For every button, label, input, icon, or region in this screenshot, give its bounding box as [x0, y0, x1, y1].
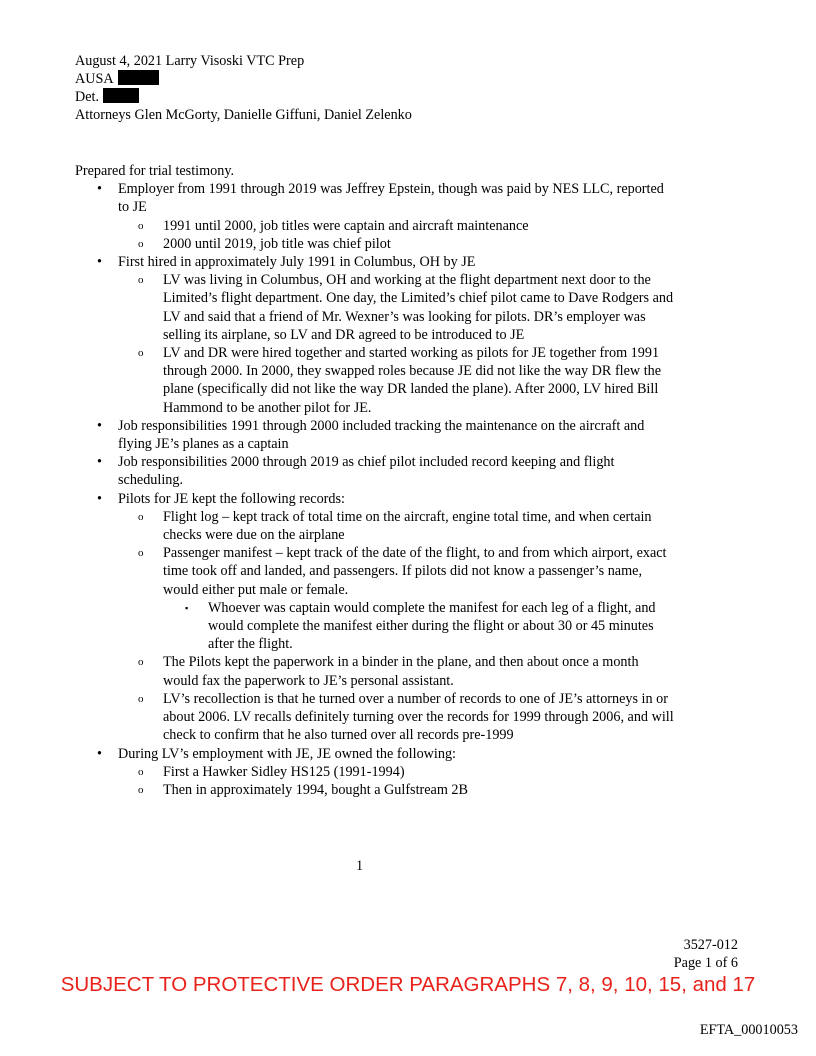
page-number: 1 [356, 858, 364, 874]
sub-bullet-marker: o [138, 237, 144, 250]
list-item [75, 253, 675, 417]
sub-bullet-marker: o [138, 783, 144, 796]
bullet-marker: • [97, 490, 102, 507]
sub-bullet-marker: o [138, 347, 144, 360]
sub-sub-list-item [163, 599, 675, 654]
bullet-marker: • [97, 417, 102, 434]
sub-bullet-marker: o [138, 692, 144, 705]
sub-list [118, 217, 675, 253]
sub-list [118, 763, 675, 799]
sub-bullet-marker: o [138, 219, 144, 232]
sub-bullet-marker: o [138, 656, 144, 669]
header-det-line [75, 88, 412, 106]
bullet-marker: • [97, 254, 102, 271]
list-item-text: Job responsibilities 2000 through 2019 as chief pilot included record keeping and flight scheduling. [118, 454, 615, 489]
header-ausa-line [75, 70, 412, 88]
sub-bullet-marker: o [138, 274, 144, 287]
sub-list [118, 271, 675, 417]
sub-list-item-text: LV and DR were hired together and started working as pilots for JE together from 1991 through 2000. In 2000, they swapped roles because JE did not like the way DR flew the plane (specifically did not like the way DR landed the plane). After 2000, LV hired Bill Hammond to be another pilot for JE. [163, 345, 662, 416]
sub-list-item [118, 544, 675, 653]
document-reference [674, 936, 738, 972]
list-item [75, 745, 675, 800]
list-item-text: Pilots for JE kept the following records: [118, 490, 345, 507]
list-item-text: During LV’s employment with JE, JE owned the following: [118, 745, 456, 762]
intro-text: Prepared for trial testimony. [75, 163, 235, 179]
sub-list-item-text: The Pilots kept the paperwork in a binder in the plane, and then about once a month would fax the paperwork to JE’s personal assistant. [163, 654, 639, 689]
bullet-marker: • [97, 745, 102, 762]
redaction-block [118, 70, 159, 85]
sub-sub-list-item-text: Whoever was captain would complete the manifest for each leg of a flight, and would complete the manifest either during the flight or about 30 or 45 minutes after the flight. [208, 599, 656, 653]
sub-list-item-text: Then in approximately 1994, bought a Gulfstream 2B [163, 781, 468, 798]
sub-sub-list [163, 599, 675, 654]
bullet-marker: • [97, 454, 102, 471]
efta-id: EFTA_00010053 [699, 1022, 798, 1038]
sub-list-item [118, 781, 675, 799]
sub-bullet-marker: o [138, 547, 144, 560]
sub-list-item [118, 653, 675, 689]
sub-list-item [118, 508, 675, 544]
square-bullet-marker: ▪ [185, 602, 189, 613]
sub-list-item [118, 271, 675, 344]
doc-ref-number: 3527-012 [683, 937, 738, 953]
det-label: Det. [75, 89, 100, 105]
sub-list-item [118, 217, 675, 235]
sub-list-item [118, 763, 675, 781]
bullet-list [75, 180, 675, 799]
sub-list-item-text: First a Hawker Sidley HS125 (1991-1994) [163, 763, 405, 780]
list-item [75, 453, 675, 489]
list-item-text: First hired in approximately July 1991 in Columbus, OH by JE [118, 254, 476, 271]
document-body [75, 162, 675, 799]
sub-list-item-text: LV’s recollection is that he turned over a number of records to one of JE’s attorneys in or about 2006. LV recalls definitely turning over the records for 1999 through 2006, and will check to confirm that he also turned over all records pre-1999 [163, 690, 674, 744]
sub-list-item-text: Flight log – kept track of total time on the aircraft, engine total time, and when certain checks were due on the airplane [163, 508, 652, 544]
page-count: Page 1 of 6 [673, 955, 738, 971]
list-item-text: Employer from 1991 through 2019 was Jeffrey Epstein, though was paid by NES LLC, reported to JE [118, 181, 664, 216]
sub-list-item [118, 344, 675, 417]
list-item [75, 180, 675, 253]
sub-list-item [118, 235, 675, 253]
redaction-block [103, 88, 139, 103]
ausa-label: AUSA [75, 71, 114, 87]
list-item [75, 490, 675, 745]
protective-order-notice: SUBJECT TO PROTECTIVE ORDER PARAGRAPHS 7, 8, 9, 10, 15, and 17 [60, 973, 756, 996]
header-title: August 4, 2021 Larry Visoski VTC Prep [75, 53, 305, 69]
list-item [75, 417, 675, 453]
sub-bullet-marker: o [138, 510, 144, 523]
sub-bullet-marker: o [138, 765, 144, 778]
sub-list [118, 508, 675, 745]
sub-list-item-text: 2000 until 2019, job title was chief pilot [163, 235, 391, 252]
list-item-text: Job responsibilities 1991 through 2000 included tracking the maintenance on the aircraft and flying JE’s planes as a captain [118, 417, 645, 453]
header-attorneys: Attorneys Glen McGorty, Danielle Giffuni, Daniel Zelenko [75, 107, 412, 123]
sub-list-item-text: LV was living in Columbus, OH and working at the flight department next door to the Limited’s flight department. One day, the Limited’s chief pilot came to Dave Rodgers and LV and said that a friend of Mr. Wexner’s was looking for pilots. DR’s employer was selling its airplane, so LV and DR agreed to be introduced to JE [163, 272, 674, 343]
sub-list-item-text: Passenger manifest – kept track of the date of the flight, to and from which airport, exact time took off and landed, and passengers. If pilots did not know a passenger’s name, would either put male or female. [163, 545, 667, 598]
bullet-marker: • [97, 181, 102, 198]
sub-list-item [118, 690, 675, 745]
sub-list-item-text: 1991 until 2000, job titles were captain and aircraft maintenance [163, 217, 529, 234]
document-header [75, 52, 412, 124]
